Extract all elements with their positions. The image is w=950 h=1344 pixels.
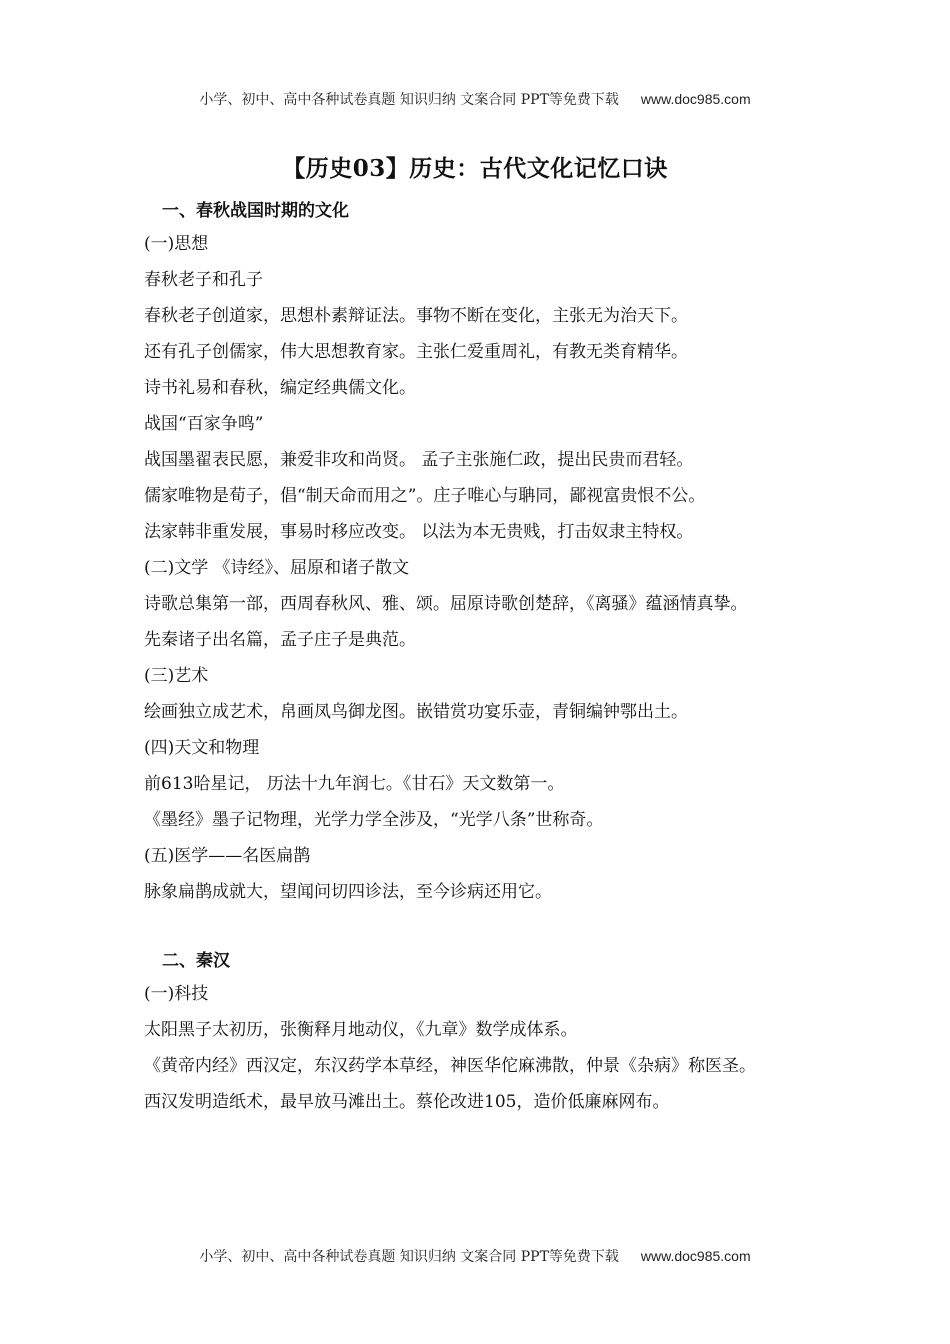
spacer [144, 910, 816, 946]
text-line: 诗书礼易和春秋，编定经典儒文化。 [144, 378, 416, 398]
text-line: 战国墨翟表民愿，兼爱非攻和尚贤。 孟子主张施仁政，提出民贵而君轻。 [144, 450, 694, 470]
page-footer [0, 1246, 950, 1266]
page-header [0, 89, 950, 109]
text-line: 先秦诸子出名篇，孟子庄子是典范。 [144, 630, 416, 650]
section-heading-1: 一、春秋战国时期的文化 [162, 201, 349, 221]
footer-text: 小学、初中、高中各种试卷真题 知识归纳 文案合同 PPT等免费下载 [199, 1249, 619, 1265]
text-line: 春秋老子创道家，思想朴素辩证法。事物不断在变化，主张无为治天下。 [144, 306, 688, 326]
text-line: 西汉发明造纸术，最早放马滩出土。蔡伦改进105，造价低廉麻网布。 [144, 1092, 670, 1112]
subheading-medicine: (五)医学——名医扁鹊 [144, 846, 311, 866]
header-text: 小学、初中、高中各种试卷真题 知识归纳 文案合同 PPT等免费下载 [199, 92, 619, 108]
text-line: 前613哈星记， 历法十九年润七。《甘石》天文数第一。 [144, 774, 565, 794]
subheading-technology: (一)科技 [144, 984, 209, 1004]
text-line: 绘画独立成艺术，帛画凤鸟御龙图。嵌错赏功宴乐壶，青铜编钟鄂出土。 [144, 702, 688, 722]
subheading-literature: (二)文学 《诗经》、屈原和诸子散文 [144, 558, 410, 578]
subheading-art: (三)艺术 [144, 666, 209, 686]
text-line: 《墨经》墨子记物理，光学力学全涉及，“光学八条”世称奇。 [144, 810, 604, 830]
footer-site-link[interactable]: www.doc985.com [640, 1248, 751, 1264]
text-paragraph: 《黄帝内经》西汉定，东汉药学本草经，神医华佗麻沸散，仲景《杂病》称医圣。 [144, 1056, 756, 1076]
text-line: 儒家唯物是荀子，倡“制天命而用之”。庄子唯心与聃同，鄙视富贵恨不公。 [144, 486, 706, 506]
section-heading-2: 二、秦汉 [162, 951, 230, 971]
subheading-thought: (一)思想 [144, 234, 209, 254]
text-line: 太阳黑子太初历，张衡释月地动仪，《九章》数学成体系。 [144, 1020, 578, 1040]
subheading-astronomy: (四)天文和物理 [144, 738, 260, 758]
text-paragraph: 诗歌总集第一部，西周春秋风、雅、颂。屈原诗歌创楚辞，《离骚》蕴涵情真挚。 [144, 594, 748, 614]
text-line: 法家韩非重发展，事易时移应改变。 以法为本无贵贱，打击奴隶主特权。 [144, 522, 694, 542]
text-line: 战国“百家争鸣” [144, 414, 264, 434]
document-body [144, 196, 816, 1120]
text-line: 还有孔子创儒家，伟大思想教育家。主张仁爱重周礼，有教无类育精华。 [144, 342, 688, 362]
text-line: 春秋老子和孔子 [144, 270, 263, 290]
page-title: 【历史03】历史：古代文化记忆口诀 [282, 155, 668, 182]
header-site-link[interactable]: www.doc985.com [640, 91, 751, 107]
text-line: 脉象扁鹊成就大，望闻问切四诊法，至今诊病还用它。 [144, 882, 552, 902]
